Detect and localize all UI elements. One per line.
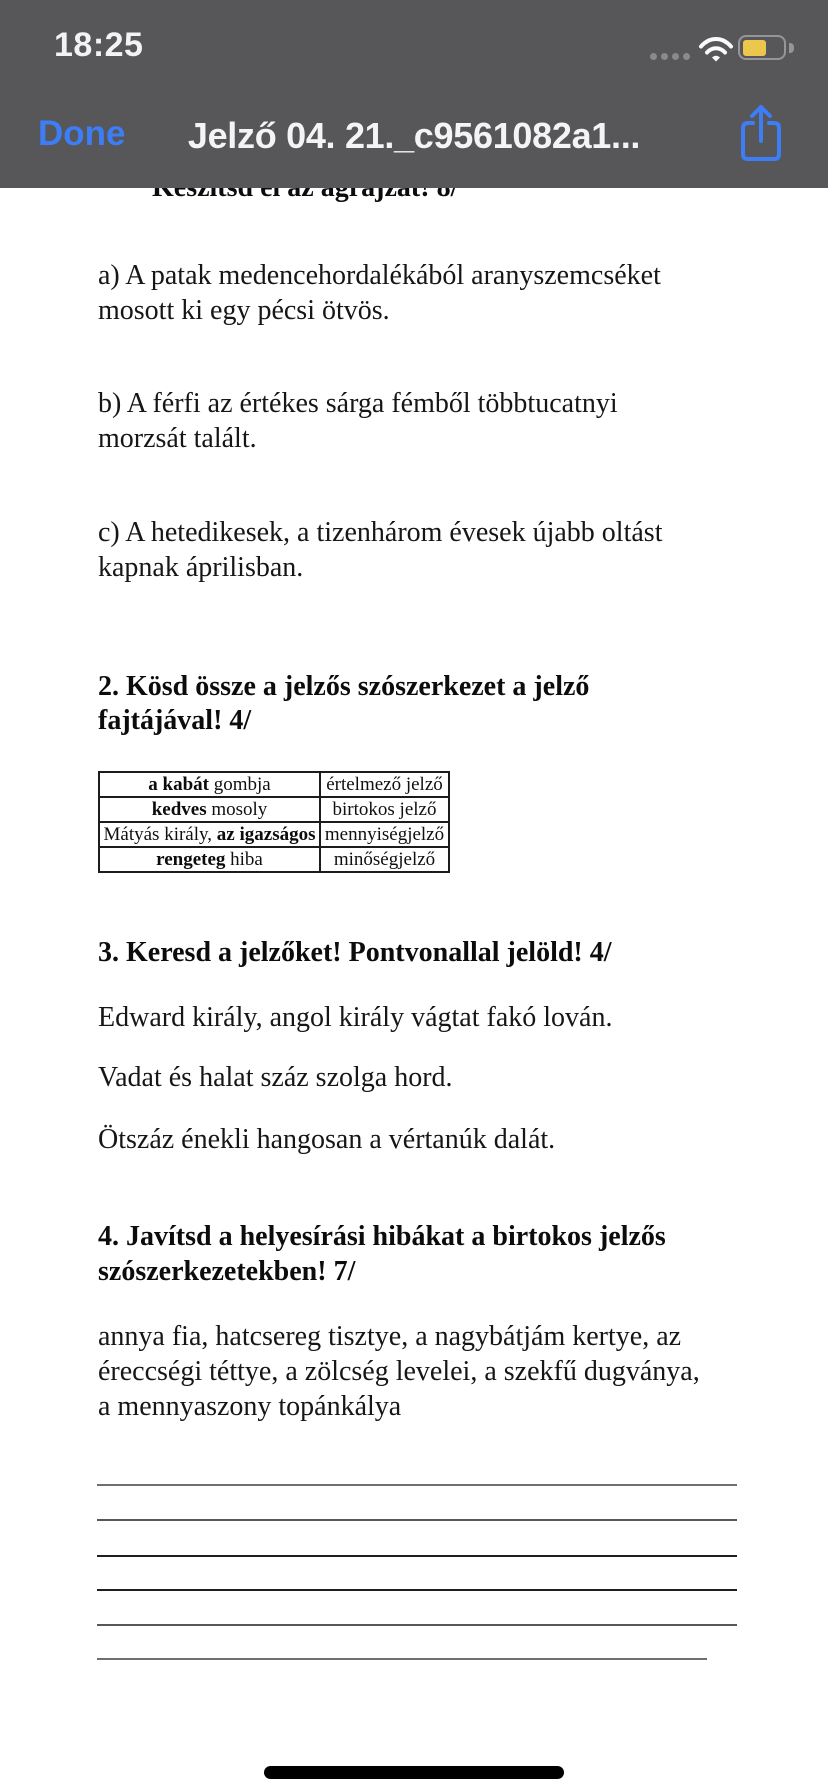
home-indicator-bar[interactable] xyxy=(264,1766,564,1779)
done-button[interactable]: Done xyxy=(38,114,126,153)
status-time: 18:25 xyxy=(54,26,144,64)
answer-line xyxy=(97,1484,737,1486)
table-cell-phrase: Mátyás király, az igazságos xyxy=(99,822,320,847)
table-cell-phrase: rengeteg hiba xyxy=(99,847,320,872)
paragraph-a xyxy=(98,258,661,328)
task4-paragraph-line3: a mennyaszony topánkálya xyxy=(98,1391,402,1422)
answer-line xyxy=(97,1658,707,1660)
clipped-heading xyxy=(152,188,458,203)
task2-heading-line2: fajtájával! 4/ xyxy=(98,705,252,736)
paragraph-b-line2: morzsát talált. xyxy=(98,423,257,454)
table-row xyxy=(99,822,449,847)
share-icon xyxy=(734,101,788,165)
table-cell-type: birtokos jelző xyxy=(320,797,449,822)
table-cell-phrase: kedves mosoly xyxy=(99,797,320,822)
task4-heading xyxy=(98,1219,666,1289)
task4-heading-line2: szószerkezetekben! 7/ xyxy=(98,1256,356,1287)
answer-line xyxy=(97,1555,737,1557)
match-table xyxy=(98,771,450,873)
task4-paragraph-line1: annya fia, hatcsereg tisztye, a nagybátjám kertye, az xyxy=(98,1321,682,1352)
table-row xyxy=(99,797,449,822)
task3-sentence-1: Edward király, angol király vágtat fakó lován. xyxy=(98,1002,613,1033)
table-cell-type: minőségjelző xyxy=(320,847,449,872)
task3-sentence-3: Ötszáz énekli hangosan a vértanúk dalát. xyxy=(98,1124,556,1155)
table-cell-type: értelmező jelző xyxy=(320,772,449,797)
battery-icon xyxy=(738,35,786,60)
task4-paragraph-line2: éreccségi téttye, a zölcség levelei, a szekfű dugványa, xyxy=(98,1356,700,1387)
answer-line xyxy=(97,1589,737,1591)
table-cell-type: mennyiségjelző xyxy=(320,822,449,847)
task4-heading-line1: 4. Javítsd a helyesírási hibákat a birtokos jelzős xyxy=(98,1221,666,1252)
paragraph-c xyxy=(98,515,662,585)
paragraph-a-line1: a) A patak medencehordalékából aranyszemcséket xyxy=(98,260,661,291)
answer-line xyxy=(97,1624,737,1626)
task2-heading-line1: 2. Kösd össze a jelzős szószerkezet a jelző xyxy=(98,671,590,702)
table-cell-phrase: a kabát gombja xyxy=(99,772,320,797)
battery-fill xyxy=(743,40,766,56)
table-row xyxy=(99,772,449,797)
paragraph-b-line1: b) A férfi az értékes sárga fémből többtucatnyi xyxy=(98,388,618,419)
task3-heading: 3. Keresd a jelzőket! Pontvonallal jelöld! 4/ xyxy=(98,937,612,968)
task2-heading xyxy=(98,670,589,738)
match-table-body xyxy=(99,772,449,872)
task3-sentence-2: Vadat és halat száz szolga hord. xyxy=(98,1062,453,1093)
table-row xyxy=(99,847,449,872)
share-button[interactable] xyxy=(732,100,790,168)
task4-paragraph xyxy=(98,1319,700,1424)
top-chrome xyxy=(0,0,828,188)
document-title: Jelző 04. 21._c9561082a1... xyxy=(187,115,641,156)
paragraph-c-line1: c) A hetedikesek, a tizenhárom évesek újabb oltást xyxy=(98,517,663,548)
battery-nub xyxy=(789,43,794,53)
answer-line xyxy=(97,1519,737,1521)
wifi-icon xyxy=(698,36,734,63)
cellular-signal-icon xyxy=(650,53,690,60)
paragraph-c-line2: kapnak áprilisban. xyxy=(98,552,304,583)
paragraph-b xyxy=(98,386,618,456)
paragraph-a-line2: mosott ki egy pécsi ötvös. xyxy=(98,295,390,326)
